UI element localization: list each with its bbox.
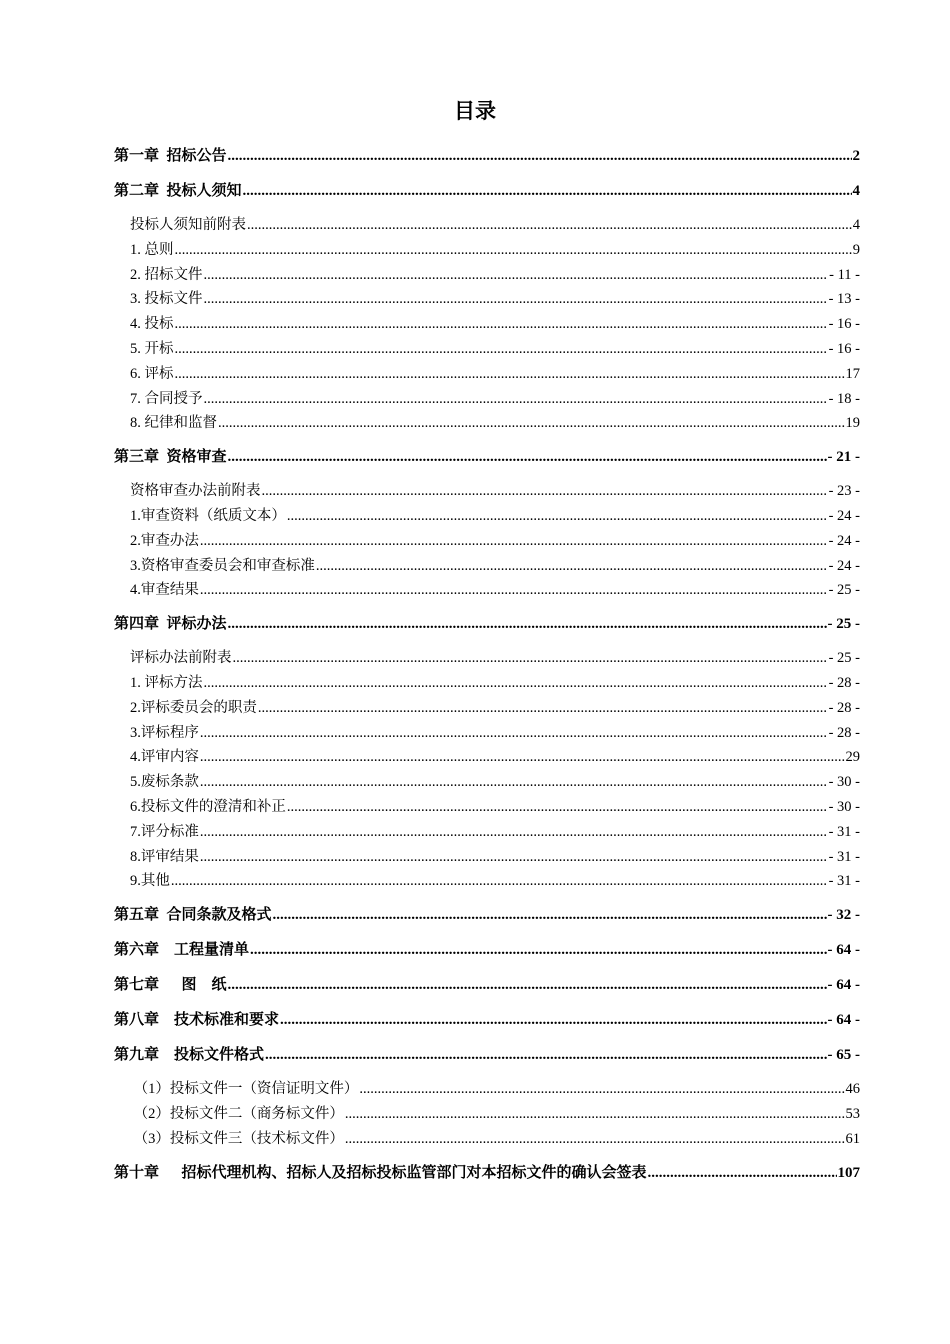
toc-section-entry[interactable] [114,312,860,337]
toc-dot-leader [175,337,828,362]
toc-entry-label: 3. 投标文件 [130,291,203,308]
toc-page-number: - 32 - [827,907,860,924]
toc-dot-leader [316,554,828,579]
toc-page-number: - 16 - [828,316,860,333]
toc-page-number: - 31 - [828,873,860,890]
toc-entry-label: 7. 合同授予 [130,390,203,407]
toc-entry-label: 6. 评标 [130,365,174,382]
toc-chapter-entry[interactable] [114,1008,860,1033]
toc-section-entry[interactable] [114,845,860,870]
toc-entry-label: 8. 纪律和监督 [130,415,217,432]
toc-dot-leader [648,1161,837,1186]
toc-entry-label: 4.评审内容 [130,749,199,766]
toc-page-number: 46 [845,1081,860,1098]
toc-page-number: 4 [852,217,860,233]
toc-entry-label: 第十章 招标代理机构、招标人及招标投标监管部门对本招标文件的确认会签表 [114,1164,647,1181]
toc-dot-leader [200,721,828,746]
toc-page-number: - 25 - [827,616,860,633]
toc-dot-leader [273,903,827,928]
toc-chapter-entry[interactable] [114,938,860,963]
toc-page-number: 29 [845,749,860,766]
toc-page-number: - 11 - [829,266,860,283]
toc-page-number: - 24 - [828,532,860,549]
toc-dot-leader [200,845,828,870]
toc-dot-leader [228,144,852,169]
toc-section-entry[interactable] [114,263,860,288]
toc-section-entry[interactable] [114,529,860,554]
toc-entry-label: 第二章 投标人须知 [114,183,242,199]
toc-chapter-entry[interactable] [114,903,860,928]
toc-section-entry[interactable] [114,387,860,412]
toc-dot-leader [228,973,827,998]
toc-page-number: - 28 - [828,724,860,741]
toc-entry-label: 6.投标文件的澄清和补正 [130,798,286,815]
toc-entry-label: 1.审查资料（纸质文本） [130,507,286,524]
toc-page-number: 19 [845,415,860,432]
toc-chapter-entry[interactable] [114,1161,860,1186]
toc-chapter-entry[interactable] [114,973,860,998]
toc-page-number: - 13 - [828,291,860,308]
toc-section-entry[interactable] [114,646,860,671]
toc-section-entry[interactable] [114,869,860,894]
toc-dot-leader [200,745,845,770]
toc-dot-leader [200,820,828,845]
toc-entry-label: 第七章 图 纸 [114,977,227,994]
toc-entry-label: 第四章 评标办法 [114,616,227,633]
toc-entry-label: 4. 投标 [130,316,174,333]
toc-entry-label: 第三章 资格审查 [114,449,227,466]
toc-section-entry[interactable] [114,745,860,770]
toc-entry-label: 投标人须知前附表 [130,217,246,233]
toc-page-number: 17 [845,365,860,382]
toc-dot-leader [243,179,852,204]
toc-dot-leader [262,479,828,504]
toc-section-entry[interactable] [114,696,860,721]
toc-page-number: - 64 - [827,942,860,959]
toc-page-number: 4 [852,183,860,199]
toc-page-number: 53 [845,1105,860,1122]
toc-section-entry[interactable] [114,479,860,504]
toc-section-entry[interactable] [114,504,860,529]
toc-entry-label: 第九章 投标文件格式 [114,1047,265,1064]
toc-entry-label: 9.其他 [130,873,170,890]
toc-entry-label: 第六章 工程量清单 [114,942,250,959]
toc-page-number: - 30 - [828,774,860,791]
toc-page-number: - 30 - [828,798,860,815]
toc-entry-label: 3.评标程序 [130,724,199,741]
toc-entry-label: 第八章 技术标准和要求 [114,1012,280,1029]
toc-page-number: - 25 - [828,650,860,667]
toc-section-entry[interactable] [114,337,860,362]
toc-section-entry[interactable] [114,213,860,238]
toc-section-entry[interactable] [114,1077,860,1102]
toc-dot-leader [204,671,828,696]
toc-page-number: - 24 - [828,557,860,574]
toc-dot-leader [345,1127,845,1152]
toc-dot-leader [265,1043,826,1068]
toc-page-number: - 64 - [827,977,860,994]
toc-dot-leader [287,504,828,529]
toc-page-number: 107 [837,1164,860,1181]
toc-entry-label: 第一章 招标公告 [114,148,227,164]
toc-page-number: - 64 - [827,1012,860,1029]
toc-entry-label: 2. 招标文件 [130,266,203,283]
toc-dot-leader [258,696,828,721]
toc-dot-leader [171,869,828,894]
toc-dot-leader [200,578,828,603]
toc-dot-leader [204,387,828,412]
toc-chapter-entry[interactable] [114,445,860,470]
toc-section-entry[interactable] [114,238,860,263]
toc-dot-leader [204,287,828,312]
toc-section-entry[interactable] [114,671,860,696]
toc-page-number: - 28 - [828,699,860,716]
toc-section-entry[interactable] [114,411,860,436]
toc-dot-leader [200,529,828,554]
toc-entry-label: 评标办法前附表 [130,650,232,667]
toc-page-number: - 28 - [828,674,860,691]
toc-page-number: - 18 - [828,390,860,407]
toc-entry-label: 3.资格审查委员会和审查标准 [130,557,315,574]
toc-page-number: - 21 - [827,449,860,466]
toc-section-entry[interactable] [114,554,860,579]
toc-section-entry[interactable] [114,578,860,603]
toc-page-number: 9 [852,241,860,258]
toc-entry-label: 4.审查结果 [130,582,199,599]
toc-page-number: 61 [845,1130,860,1147]
toc-dot-leader [345,1102,845,1127]
toc-entry-label: 1. 总则 [130,241,174,258]
toc-chapter-entry[interactable] [114,179,860,204]
toc-dot-leader [359,1077,844,1102]
toc-dot-leader [250,938,826,963]
toc-section-entry[interactable] [114,820,860,845]
toc-page-number: - 23 - [828,483,860,500]
toc-dot-leader [280,1008,826,1033]
toc-entry-label: 1. 评标方法 [130,674,203,691]
toc-entry-label: 5. 开标 [130,340,174,357]
toc-page-number: - 24 - [828,507,860,524]
toc-section-entry[interactable] [114,795,860,820]
toc-dot-leader [228,612,827,637]
toc-entry-label: 5.废标条款 [130,774,199,791]
toc-dot-leader [247,213,852,238]
table-of-contents [114,144,860,1186]
toc-page-number: 2 [852,148,860,164]
toc-page-number: - 31 - [828,848,860,865]
toc-chapter-entry[interactable] [114,612,860,637]
toc-page-number: - 65 - [827,1047,860,1064]
toc-dot-leader [200,770,828,795]
page-title: 目录 [454,99,496,123]
toc-section-entry[interactable] [114,287,860,312]
toc-dot-leader [287,795,828,820]
toc-entry-label: 8.评审结果 [130,848,199,865]
toc-dot-leader [233,646,828,671]
toc-dot-leader [218,411,845,436]
toc-entry-label: （2）投标文件二（商务标文件） [130,1105,344,1122]
toc-entry-label: 2.审查办法 [130,532,199,549]
toc-section-entry[interactable] [114,1127,860,1152]
toc-entry-label: 资格审查办法前附表 [130,483,261,500]
toc-entry-label: 2.评标委员会的职责 [130,699,257,716]
toc-dot-leader [175,312,828,337]
toc-section-entry[interactable] [114,362,860,387]
toc-chapter-entry[interactable] [114,1043,860,1068]
toc-entry-label: （1）投标文件一（资信证明文件） [130,1081,359,1098]
toc-section-entry[interactable] [114,721,860,746]
toc-entry-label: 7.评分标准 [130,823,199,840]
toc-page-number: - 31 - [828,823,860,840]
toc-dot-leader [175,362,845,387]
toc-entry-label: （3）投标文件三（技术标文件） [130,1130,344,1147]
toc-page-number: - 16 - [828,340,860,357]
toc-entry-label: 第五章 合同条款及格式 [114,907,272,924]
toc-chapter-entry[interactable] [114,144,860,169]
toc-section-entry[interactable] [114,770,860,795]
toc-page-number: - 25 - [828,582,860,599]
toc-dot-leader [175,238,852,263]
toc-dot-leader [228,445,827,470]
toc-section-entry[interactable] [114,1102,860,1127]
toc-dot-leader [204,263,829,288]
